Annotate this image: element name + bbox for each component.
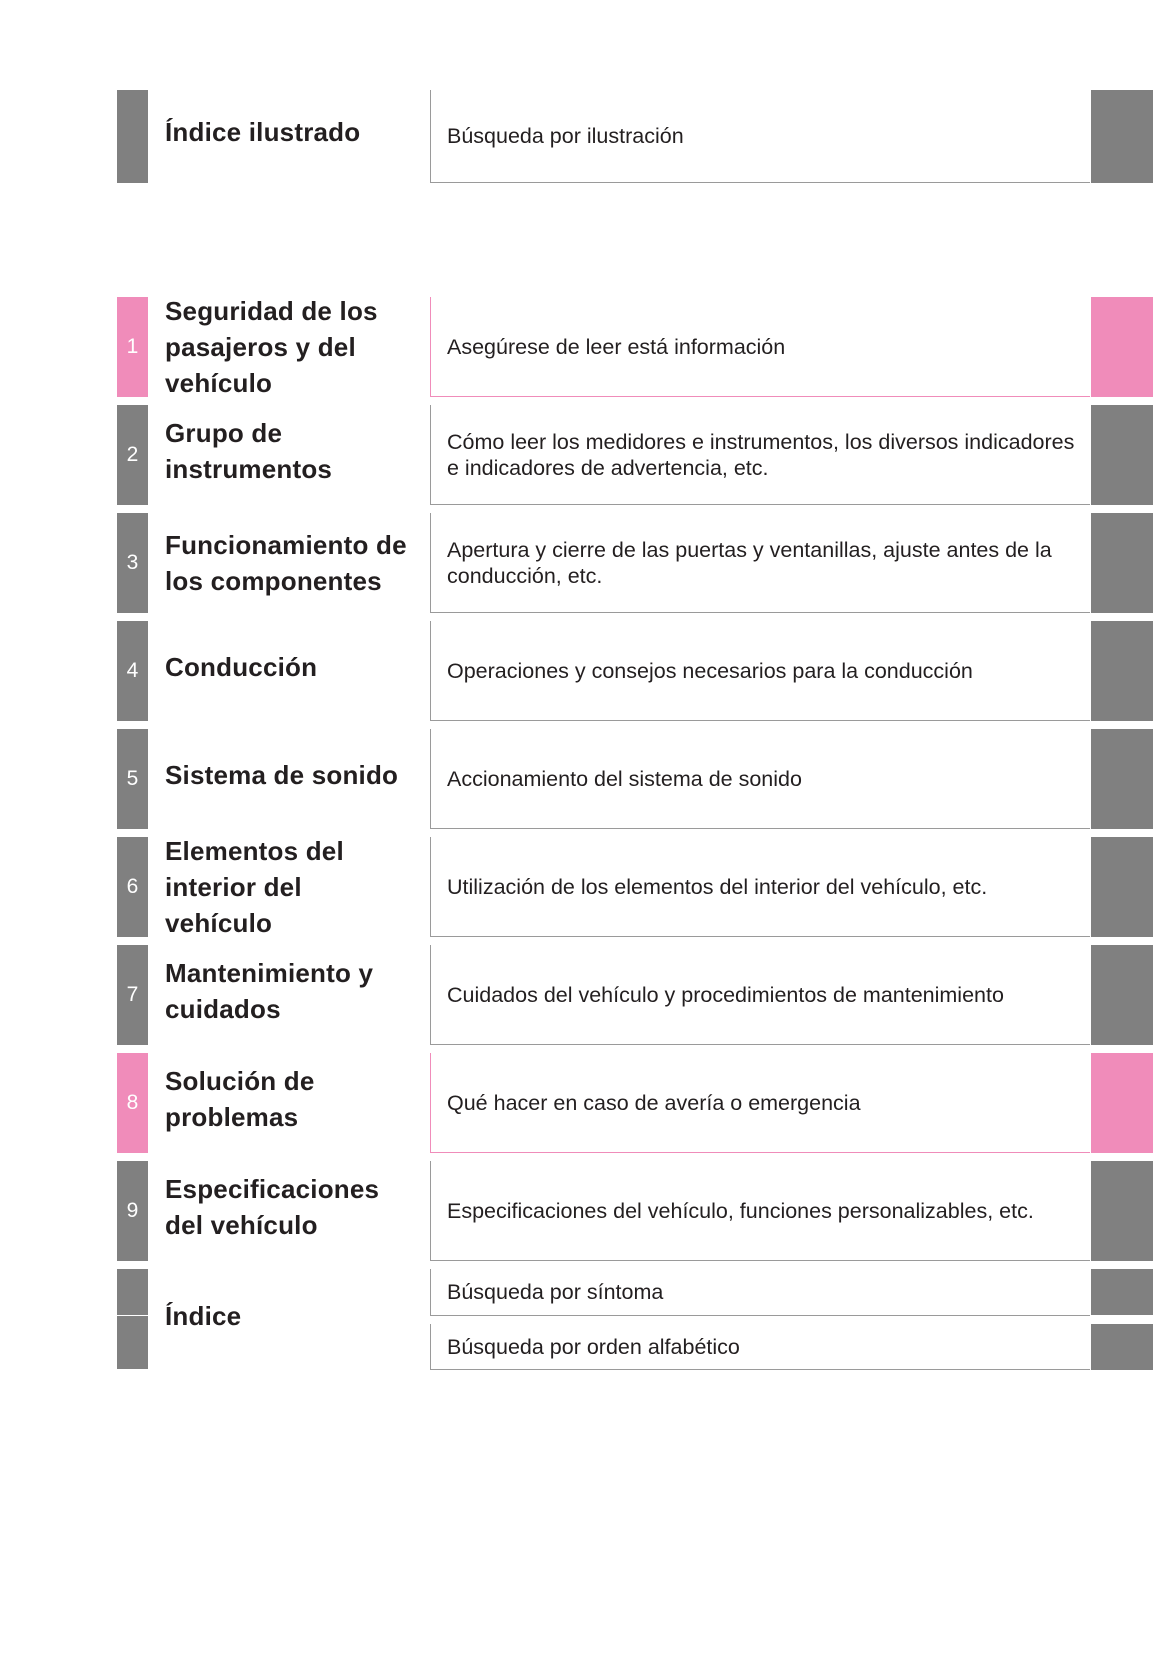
section-box [430, 1161, 1090, 1261]
section-title: Solución de problemas [165, 1066, 315, 1132]
illustrated-index-row[interactable] [0, 90, 1166, 183]
section-number: 4 [126, 659, 139, 682]
section-box [430, 729, 1090, 829]
section-description: Cuidados del vehículo y procedimientos de mantenimiento [447, 982, 1004, 1007]
section-marker [117, 90, 148, 183]
section-title: Mantenimiento y cuidados [165, 958, 374, 1024]
index-item-label: Búsqueda por síntoma [447, 1280, 664, 1304]
section-row[interactable] [0, 405, 1166, 505]
index-item-label: Búsqueda por orden alfabético [447, 1334, 740, 1359]
section-description: Apertura y cierre de las puertas y ventanillas, ajuste antes de la conducción, etc. [447, 537, 1052, 588]
index-marker [117, 1269, 148, 1315]
section-number: 7 [126, 983, 139, 1006]
section-marker [117, 513, 148, 613]
section-row[interactable] [0, 945, 1166, 1045]
section-title: Seguridad de los pasajeros y del vehículo [165, 296, 378, 398]
section-marker [117, 837, 148, 937]
section-title: Especificaciones del vehículo [165, 1174, 380, 1240]
section-marker [117, 621, 148, 721]
section-title: Conducción [165, 652, 318, 682]
section-box [430, 297, 1090, 397]
section-number: 5 [126, 767, 139, 790]
section-description: Operaciones y consejos necesarios para la conducción [447, 658, 973, 683]
section-description: Qué hacer en caso de avería o emergencia [447, 1090, 861, 1115]
section-tab[interactable] [1091, 513, 1153, 613]
section-tab[interactable] [1091, 729, 1153, 829]
section-box [430, 945, 1090, 1045]
section-marker [117, 405, 148, 505]
section-number: 8 [126, 1091, 139, 1114]
section-number: 1 [126, 335, 139, 358]
section-title: Funcionamiento de los componentes [165, 530, 407, 596]
section-row[interactable] [0, 513, 1166, 613]
index-title: Índice [165, 1301, 242, 1331]
section-row[interactable] [0, 621, 1166, 721]
section-number: 9 [126, 1199, 139, 1222]
illustrated-index-box [430, 90, 1090, 183]
section-marker [117, 1161, 148, 1261]
section-tab[interactable] [1091, 945, 1153, 1045]
section-row[interactable] [0, 837, 1166, 937]
section-tab[interactable] [1091, 405, 1153, 505]
section-number: 2 [126, 443, 139, 466]
section-title: Elementos del interior del vehículo [165, 836, 344, 938]
section-tab[interactable] [1091, 621, 1153, 721]
section-tab[interactable] [1091, 837, 1153, 937]
section-box [430, 405, 1090, 505]
section-description: Asegúrese de leer está información [447, 334, 786, 359]
section-box [430, 621, 1090, 721]
index-tab[interactable] [1091, 1269, 1153, 1315]
section-title: Grupo de instrumentos [165, 418, 333, 484]
section-box [430, 837, 1090, 937]
section-number: 6 [126, 875, 139, 898]
section-description: Accionamiento del sistema de sonido [447, 766, 802, 791]
section-row[interactable] [0, 1053, 1166, 1153]
section-marker [117, 729, 148, 829]
section-tab[interactable] [1091, 1053, 1153, 1153]
section-tab[interactable] [1091, 1161, 1153, 1261]
section-tab[interactable] [1091, 90, 1153, 183]
index-tab[interactable] [1091, 1324, 1153, 1370]
illustrated-index-description: Búsqueda por ilustración [447, 124, 684, 148]
section-tab[interactable] [1091, 297, 1153, 397]
section-description: Especificaciones del vehículo, funciones personalizables, etc. [447, 1198, 1034, 1223]
index-marker [117, 1316, 148, 1369]
section-title: Sistema de sonido [165, 760, 399, 790]
section-number: 3 [126, 551, 139, 574]
index-item-alphabetical[interactable] [430, 1324, 1090, 1370]
index-item-symptom[interactable] [430, 1269, 1090, 1316]
section-marker [117, 945, 148, 1045]
section-description: Utilización de los elementos del interior del vehículo, etc. [447, 874, 988, 899]
section-box [430, 1053, 1090, 1153]
section-row[interactable] [0, 297, 1166, 397]
section-marker [117, 297, 148, 397]
illustrated-index-title: Índice ilustrado [165, 117, 361, 147]
section-box [430, 513, 1090, 613]
index-section [0, 1269, 1166, 1369]
section-row[interactable] [0, 729, 1166, 829]
section-description: Cómo leer los medidores e instrumentos, los diversos indicadores e indicadores de advertencia, etc. [447, 429, 1075, 480]
section-marker [117, 1053, 148, 1153]
section-row[interactable] [0, 1161, 1166, 1261]
